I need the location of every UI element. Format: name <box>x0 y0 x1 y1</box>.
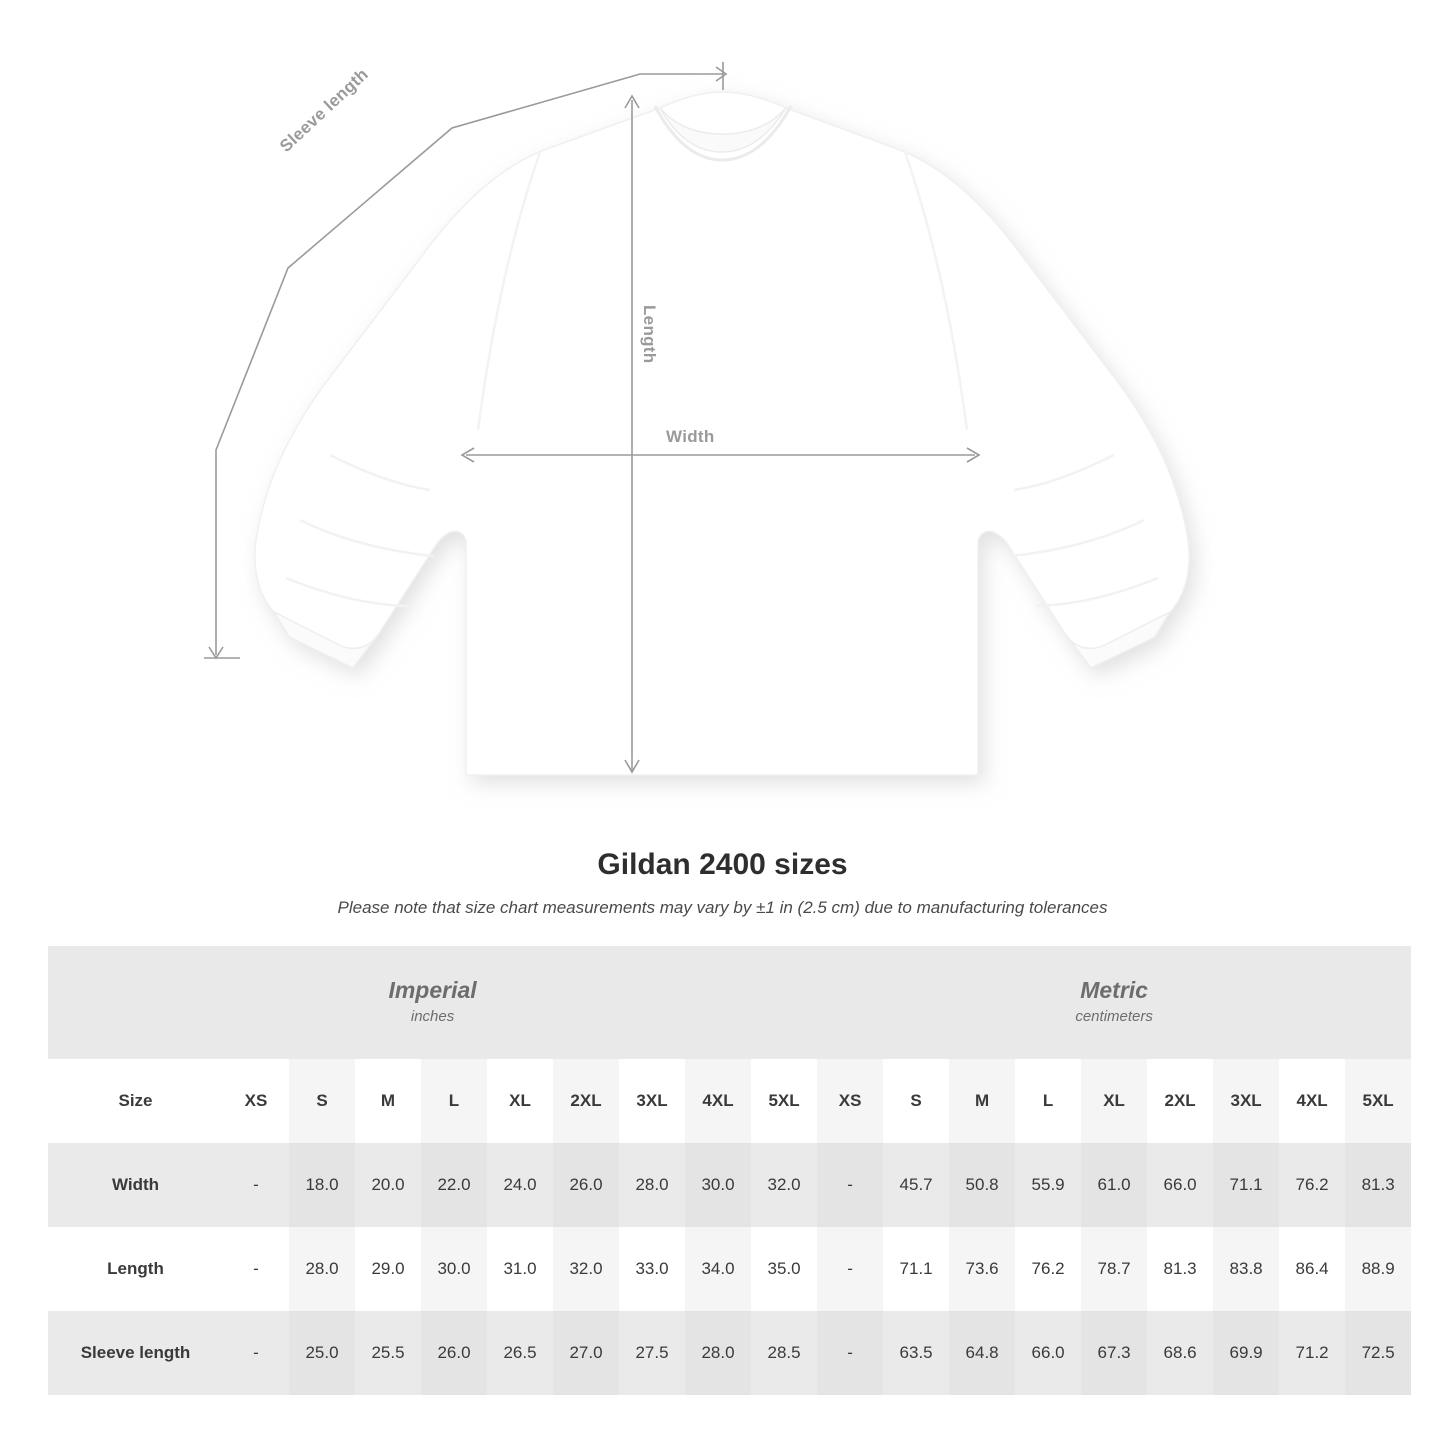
table-cell: 55.9 <box>1015 1143 1081 1227</box>
size-header-cell: 2XL <box>553 1059 619 1143</box>
unit-header-row <box>48 946 1411 1059</box>
table-cell: 26.0 <box>421 1311 487 1395</box>
table-cell: 25.0 <box>289 1311 355 1395</box>
table-cell: 64.8 <box>949 1311 1015 1395</box>
table-cell: 61.0 <box>1081 1143 1147 1227</box>
imperial-unit-sub: inches <box>410 1007 455 1025</box>
table-cell: 71.2 <box>1279 1311 1345 1395</box>
table-cell: 28.5 <box>751 1311 817 1395</box>
size-header-cell: M <box>949 1059 1015 1143</box>
table-cell: 71.1 <box>1213 1143 1279 1227</box>
table-row <box>48 1311 1411 1395</box>
table-cell: 86.4 <box>1279 1227 1345 1311</box>
size-header-cell: XS <box>223 1059 289 1143</box>
table-cell: 45.7 <box>883 1143 949 1227</box>
size-header-cell: XL <box>487 1059 553 1143</box>
table-cell: 33.0 <box>619 1227 685 1311</box>
size-header-label: Size <box>48 1059 223 1143</box>
size-header-cell: XL <box>1081 1059 1147 1143</box>
size-header-cell: 4XL <box>1279 1059 1345 1143</box>
row-label-width: Width <box>48 1143 223 1227</box>
table-cell: 27.0 <box>553 1311 619 1395</box>
size-header-cell: 4XL <box>685 1059 751 1143</box>
table-cell: 27.5 <box>619 1311 685 1395</box>
table-cell: 72.5 <box>1345 1311 1411 1395</box>
size-header-row <box>48 1059 1411 1143</box>
table-cell: 76.2 <box>1279 1143 1345 1227</box>
table-cell: 28.0 <box>685 1311 751 1395</box>
table-cell: - <box>223 1227 289 1311</box>
table-cell: - <box>223 1143 289 1227</box>
table-cell: 73.6 <box>949 1227 1015 1311</box>
table-cell: - <box>817 1143 883 1227</box>
table-cell: 34.0 <box>685 1227 751 1311</box>
table-cell: 67.3 <box>1081 1311 1147 1395</box>
table-cell: 25.5 <box>355 1311 421 1395</box>
table-cell: 50.8 <box>949 1143 1015 1227</box>
size-header-cell: M <box>355 1059 421 1143</box>
size-header-cell: S <box>289 1059 355 1143</box>
table-cell: 66.0 <box>1147 1143 1213 1227</box>
row-label-sleeve-length: Sleeve length <box>48 1311 223 1395</box>
table-cell: 68.6 <box>1147 1311 1213 1395</box>
size-header-cell: 2XL <box>1147 1059 1213 1143</box>
table-cell: 71.1 <box>883 1227 949 1311</box>
table-row <box>48 1227 1411 1311</box>
table-cell: 81.3 <box>1345 1143 1411 1227</box>
table-cell: 78.7 <box>1081 1227 1147 1311</box>
table-cell: 76.2 <box>1015 1227 1081 1311</box>
table-cell: 30.0 <box>421 1227 487 1311</box>
tolerance-note: Please note that size chart measurements may vary by ±1 in (2.5 cm) due to manufacturing tolerances <box>337 898 1108 917</box>
title-block <box>0 848 1445 918</box>
table-cell: 81.3 <box>1147 1227 1213 1311</box>
table-cell: 88.9 <box>1345 1227 1411 1311</box>
table-cell: 22.0 <box>421 1143 487 1227</box>
shirt-shape <box>255 92 1189 775</box>
table-cell: 66.0 <box>1015 1311 1081 1395</box>
table-cell: 29.0 <box>355 1227 421 1311</box>
size-header-cell: 5XL <box>751 1059 817 1143</box>
metric-unit-sub: centimeters <box>1075 1007 1153 1025</box>
table-cell: - <box>817 1227 883 1311</box>
size-table <box>48 946 1411 1395</box>
table-cell: 32.0 <box>553 1227 619 1311</box>
size-header-cell: 5XL <box>1345 1059 1411 1143</box>
table-cell: 63.5 <box>883 1311 949 1395</box>
size-header-cell: S <box>883 1059 949 1143</box>
imperial-unit-cell <box>48 946 817 1059</box>
width-label: Width <box>666 427 715 446</box>
size-header-cell: 3XL <box>619 1059 685 1143</box>
size-header-cell: L <box>421 1059 487 1143</box>
table-cell: 31.0 <box>487 1227 553 1311</box>
table-cell: 18.0 <box>289 1143 355 1227</box>
length-label: Length <box>640 305 659 364</box>
table-cell: 28.0 <box>619 1143 685 1227</box>
table-cell: 26.0 <box>553 1143 619 1227</box>
size-table-wrap <box>48 946 1397 1395</box>
size-header-cell: XS <box>817 1059 883 1143</box>
table-cell: 30.0 <box>685 1143 751 1227</box>
row-label-length: Length <box>48 1227 223 1311</box>
size-header-cell: L <box>1015 1059 1081 1143</box>
table-cell: 35.0 <box>751 1227 817 1311</box>
sleeve-length-label: Sleeve length <box>276 64 372 156</box>
table-cell: 32.0 <box>751 1143 817 1227</box>
table-row <box>48 1143 1411 1227</box>
metric-unit-cell <box>817 946 1411 1059</box>
table-cell: 26.5 <box>487 1311 553 1395</box>
imperial-unit-name: Imperial <box>388 977 477 1004</box>
table-cell: - <box>223 1311 289 1395</box>
table-cell: 20.0 <box>355 1143 421 1227</box>
table-cell: 83.8 <box>1213 1227 1279 1311</box>
size-header-cell: 3XL <box>1213 1059 1279 1143</box>
page-title: Gildan 2400 sizes <box>597 848 848 881</box>
table-cell: 28.0 <box>289 1227 355 1311</box>
metric-unit-name: Metric <box>1080 977 1148 1004</box>
table-cell: - <box>817 1311 883 1395</box>
table-cell: 69.9 <box>1213 1311 1279 1395</box>
table-cell: 24.0 <box>487 1143 553 1227</box>
